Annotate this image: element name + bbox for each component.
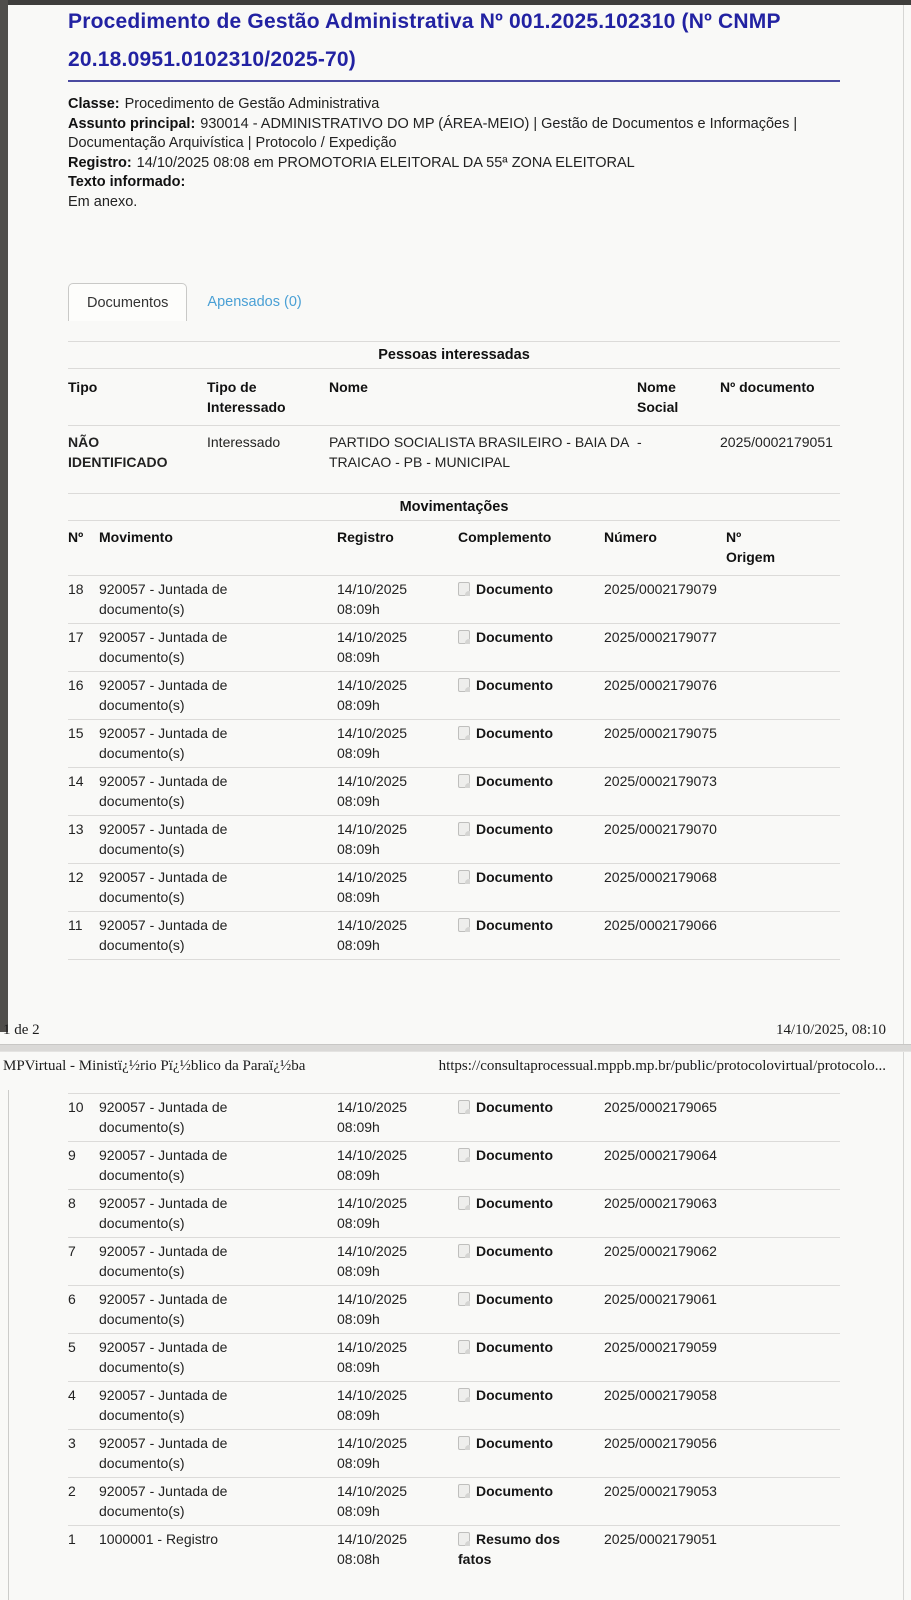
registro-date: 14/10/2025	[337, 1531, 408, 1547]
registro-time: 08:09h	[337, 1455, 380, 1471]
cell-numero: 2025/0002179077	[604, 629, 717, 645]
cell-complemento	[458, 1289, 604, 1329]
table-row	[68, 1238, 840, 1286]
table-row	[68, 672, 840, 720]
page-number: 1 de 2	[3, 1022, 40, 1038]
complemento-link[interactable]: Documento	[476, 1291, 553, 1307]
cell-registro	[337, 1433, 458, 1473]
metadata-label: Texto informado:	[68, 174, 186, 190]
cell-complemento	[458, 867, 604, 907]
print-doc-title: MPVirtual - Ministï¿½rio Pï¿½blico da Paraï¿½ba	[3, 1058, 306, 1074]
registro-date: 14/10/2025	[337, 1099, 408, 1115]
pessoas-rows	[68, 426, 840, 478]
document-icon	[458, 870, 470, 884]
table-row	[68, 1142, 840, 1190]
document-icon	[458, 1196, 470, 1210]
cell-nome: PARTIDO SOCIALISTA BRASILEIRO - BAIA DA TRAICAO - PB - MUNICIPAL	[329, 434, 629, 470]
table-row	[68, 768, 840, 816]
page-title: Procedimento de Gestão Administrativa Nº 001.2025.102310 (Nº CNMP 20.18.0951.0102310/2025-70)	[68, 10, 781, 71]
table-row	[68, 1526, 840, 1573]
cell-numero: 2025/0002179062	[604, 1243, 717, 1259]
table-row	[68, 624, 840, 672]
pessoas-section-title: Pessoas interessadas	[378, 347, 530, 363]
registro-time: 08:09h	[337, 1359, 380, 1375]
complemento-link[interactable]: Documento	[476, 869, 553, 885]
tab-apensados-label: Apensados (0)	[207, 294, 302, 310]
cell-numero: 2025/0002179064	[604, 1147, 717, 1163]
cell-numero: 2025/0002179053	[604, 1483, 717, 1499]
metadata-value: Procedimento de Gestão Administrativa	[124, 96, 380, 112]
registro-time: 08:09h	[337, 697, 380, 713]
document-icon	[458, 630, 470, 644]
document-icon	[458, 1292, 470, 1306]
document-icon	[458, 1388, 470, 1402]
registro-time: 08:09h	[337, 745, 380, 761]
cell-numero: 2025/0002179051	[604, 1531, 717, 1547]
cell-complemento	[458, 771, 604, 811]
complemento-link[interactable]: Documento	[476, 629, 553, 645]
cell-movimento: 920057 - Juntada de documento(s)	[99, 1243, 228, 1279]
print-header-page2	[3, 1058, 886, 1075]
cell-complemento	[458, 915, 604, 955]
registro-time: 08:09h	[337, 1215, 380, 1231]
cell-complemento	[458, 1385, 604, 1425]
cell-num-origem	[726, 1385, 832, 1425]
document-icon	[458, 918, 470, 932]
registro-date: 14/10/2025	[337, 869, 408, 885]
complemento-link[interactable]: Documento	[476, 1339, 553, 1355]
complemento-link[interactable]: Resumo dos fatos	[458, 1531, 561, 1567]
table-row	[68, 864, 840, 912]
document-icon	[458, 1436, 470, 1450]
cell-registro	[337, 723, 458, 763]
metadata-label: Registro:	[68, 154, 132, 171]
registro-date: 14/10/2025	[337, 773, 408, 789]
cell-num-origem	[726, 1145, 832, 1185]
cell-numero: 2025/0002179061	[604, 1291, 717, 1307]
col-header-tipo-interessado: Tipo de Interessado	[207, 379, 286, 415]
cell-registro	[337, 915, 458, 955]
cell-complemento	[458, 819, 604, 859]
cell-complemento	[458, 1097, 604, 1137]
complemento-link[interactable]: Documento	[476, 773, 553, 789]
col-header-num-origem: Nº Origem	[726, 529, 776, 565]
cell-num-origem	[726, 1241, 832, 1281]
page-right-edge-line	[903, 5, 904, 1600]
cell-registro	[337, 819, 458, 859]
registro-date: 14/10/2025	[337, 1339, 408, 1355]
process-metadata	[68, 95, 840, 212]
complemento-link[interactable]: Documento	[476, 725, 553, 741]
metadata-value: 930014 - ADMINISTRATIVO DO MP (ÁREA-MEIO) | Gestão de Documentos e Informações | Documentação Arquivística | Protocolo / Expedição	[68, 115, 798, 151]
metadata-line	[68, 95, 840, 115]
tab-documentos[interactable]	[68, 283, 187, 321]
document-icon	[458, 678, 470, 692]
registro-time: 08:09h	[337, 649, 380, 665]
cell-num: 8	[68, 1195, 76, 1211]
registro-date: 14/10/2025	[337, 1147, 408, 1163]
cell-movimento: 1000001 - Registro	[99, 1531, 219, 1547]
cell-registro	[337, 1193, 458, 1233]
complemento-link[interactable]: Documento	[476, 1387, 553, 1403]
photo-left-edge	[0, 0, 8, 1032]
cell-tipo-interessado: Interessado	[207, 434, 281, 450]
cell-num-origem	[726, 1097, 832, 1137]
print-url: https://consultaprocessual.mppb.mp.br/public/protocolovirtual/protocolo...	[438, 1058, 886, 1074]
cell-numero: 2025/0002179070	[604, 821, 717, 837]
cell-numero: 2025/0002179073	[604, 773, 717, 789]
document-icon	[458, 1100, 470, 1114]
cell-registro	[337, 627, 458, 667]
tab-documentos-label: Documentos	[87, 294, 169, 311]
movimentacoes-rows-page1	[68, 576, 840, 960]
col-header-movimento: Movimento	[99, 529, 173, 545]
metadata-line	[68, 173, 840, 193]
document-icon	[458, 726, 470, 740]
cell-movimento: 920057 - Juntada de documento(s)	[99, 1339, 228, 1375]
cell-num-origem	[726, 1193, 832, 1233]
cell-numero: 2025/0002179076	[604, 677, 717, 693]
cell-movimento: 920057 - Juntada de documento(s)	[99, 1435, 228, 1471]
cell-numero: 2025/0002179065	[604, 1099, 717, 1115]
document-icon	[458, 1148, 470, 1162]
col-header-registro: Registro	[337, 529, 394, 545]
document-icon	[458, 1244, 470, 1258]
registro-date: 14/10/2025	[337, 917, 408, 933]
document-icon	[458, 774, 470, 788]
cell-num: 17	[68, 629, 84, 645]
col-header-nome-social: Nome Social	[637, 379, 679, 415]
cell-num: 2	[68, 1483, 76, 1499]
registro-time: 08:09h	[337, 601, 380, 617]
cell-complemento	[458, 1193, 604, 1233]
cell-num: 14	[68, 773, 84, 789]
col-header-complemento: Complemento	[458, 529, 552, 545]
cell-num: 7	[68, 1243, 76, 1259]
table-row	[68, 816, 840, 864]
complemento-link[interactable]: Documento	[476, 1099, 553, 1115]
cell-num-origem	[726, 627, 832, 667]
registro-date: 14/10/2025	[337, 725, 408, 741]
registro-date: 14/10/2025	[337, 677, 408, 693]
cell-movimento: 920057 - Juntada de documento(s)	[99, 725, 228, 761]
registro-time: 08:09h	[337, 937, 380, 953]
cell-registro	[337, 1289, 458, 1329]
registro-time: 08:09h	[337, 889, 380, 905]
cell-num-origem	[726, 1337, 832, 1377]
cell-num: 10	[68, 1099, 84, 1115]
cell-num-origem	[726, 1529, 832, 1569]
cell-registro	[337, 867, 458, 907]
cell-complemento	[458, 1337, 604, 1377]
document-icon	[458, 1532, 470, 1546]
cell-movimento: 920057 - Juntada de documento(s)	[99, 1483, 228, 1519]
col-header-num-documento: Nº documento	[720, 379, 815, 395]
complemento-link[interactable]: Documento	[476, 677, 553, 693]
col-header-numero: Número	[604, 529, 657, 545]
cell-movimento: 920057 - Juntada de documento(s)	[99, 917, 228, 953]
cell-numero: 2025/0002179063	[604, 1195, 717, 1211]
cell-num-origem	[726, 1481, 832, 1521]
document-icon	[458, 582, 470, 596]
cell-numero: 2025/0002179068	[604, 869, 717, 885]
col-header-num: Nº	[68, 529, 84, 545]
metadata-line	[68, 154, 840, 174]
registro-time: 08:09h	[337, 1407, 380, 1423]
registro-time: 08:09h	[337, 1263, 380, 1279]
table-row	[68, 1094, 840, 1142]
complemento-link[interactable]: Documento	[476, 1243, 553, 1259]
page-break-separator	[0, 1044, 911, 1052]
title-divider	[68, 80, 840, 82]
cell-numero: 2025/0002179079	[604, 581, 717, 597]
print-footer-page1	[3, 1022, 886, 1039]
cell-movimento: 920057 - Juntada de documento(s)	[99, 869, 228, 905]
metadata-label: Classe:	[68, 96, 120, 112]
cell-complemento	[458, 1481, 604, 1521]
cell-num: 15	[68, 725, 84, 741]
cell-num: 13	[68, 821, 84, 837]
cell-complemento	[458, 1529, 604, 1569]
cell-movimento: 920057 - Juntada de documento(s)	[99, 1099, 228, 1135]
movimentacoes-section-title: Movimentações	[399, 499, 509, 515]
complemento-link[interactable]: Documento	[476, 581, 553, 597]
cell-num: 12	[68, 869, 84, 885]
cell-num-origem	[726, 771, 832, 811]
movimentacoes-rows-page2	[68, 1094, 840, 1573]
cell-movimento: 920057 - Juntada de documento(s)	[99, 821, 228, 857]
cell-complemento	[458, 1433, 604, 1473]
cell-registro	[337, 1385, 458, 1425]
cell-complemento	[458, 1145, 604, 1185]
cell-registro	[337, 675, 458, 715]
cell-registro	[337, 1097, 458, 1137]
cell-numero: 2025/0002179066	[604, 917, 717, 933]
cell-movimento: 920057 - Juntada de documento(s)	[99, 1147, 228, 1183]
cell-num-origem	[726, 723, 832, 763]
complemento-link[interactable]: Documento	[476, 821, 553, 837]
cell-num: 5	[68, 1339, 76, 1355]
print-timestamp: 14/10/2025, 08:10	[775, 1022, 886, 1038]
registro-date: 14/10/2025	[337, 1387, 408, 1403]
cell-numero: 2025/0002179056	[604, 1435, 717, 1451]
cell-movimento: 920057 - Juntada de documento(s)	[99, 1291, 228, 1327]
table-row	[68, 1478, 840, 1526]
complemento-link[interactable]: Documento	[476, 1435, 553, 1451]
cell-num: 4	[68, 1387, 76, 1403]
tab-bar	[68, 283, 840, 321]
cell-movimento: 920057 - Juntada de documento(s)	[99, 581, 228, 617]
cell-num-origem	[726, 915, 832, 955]
registro-time: 08:08h	[337, 1551, 380, 1567]
movimentacoes-header-row	[68, 521, 840, 575]
cell-registro	[337, 579, 458, 619]
cell-registro	[337, 1145, 458, 1185]
complemento-link[interactable]: Documento	[476, 917, 553, 933]
metadata-value: 14/10/2025 08:08 em PROMOTORIA ELEITORAL DA 55ª ZONA ELEITORAL	[136, 154, 635, 171]
registro-date: 14/10/2025	[337, 1195, 408, 1211]
cell-num-origem	[726, 675, 832, 715]
cell-registro	[337, 1481, 458, 1521]
cell-registro	[337, 1241, 458, 1281]
registro-time: 08:09h	[337, 793, 380, 809]
table-row	[68, 426, 840, 478]
metadata-line	[68, 115, 840, 154]
table-row	[68, 1430, 840, 1478]
cell-movimento: 920057 - Juntada de documento(s)	[99, 1387, 228, 1423]
cell-movimento: 920057 - Juntada de documento(s)	[99, 629, 228, 665]
page-2	[68, 1093, 840, 1573]
pessoas-interessadas-table	[68, 341, 840, 478]
cell-numero: 2025/0002179059	[604, 1339, 717, 1355]
page-1	[68, 0, 840, 960]
complemento-link[interactable]: Documento	[476, 1147, 553, 1163]
page2-left-edge-line	[8, 1090, 9, 1600]
cell-num: 1	[68, 1531, 76, 1547]
cell-num: 11	[68, 917, 83, 933]
cell-registro	[337, 771, 458, 811]
cell-nome-social: -	[637, 434, 642, 450]
registro-time: 08:09h	[337, 1119, 380, 1135]
cell-movimento: 920057 - Juntada de documento(s)	[99, 677, 228, 713]
complemento-link[interactable]: Documento	[476, 1483, 553, 1499]
registro-date: 14/10/2025	[337, 1483, 408, 1499]
metadata-value: Em anexo.	[68, 193, 138, 210]
cell-num-origem	[726, 1289, 832, 1329]
table-row	[68, 1190, 840, 1238]
table-row	[68, 1286, 840, 1334]
cell-complemento	[458, 675, 604, 715]
movimentacoes-table	[68, 493, 840, 960]
cell-num-documento: 2025/0002179051	[720, 434, 833, 450]
cell-tipo: NÃO IDENTIFICADO	[68, 434, 168, 470]
metadata-label: Assunto principal:	[68, 115, 196, 132]
col-header-tipo: Tipo	[68, 379, 98, 395]
cell-num: 3	[68, 1435, 76, 1451]
registro-date: 14/10/2025	[337, 821, 408, 837]
document-icon	[458, 1340, 470, 1354]
cell-num: 18	[68, 581, 84, 597]
registro-date: 14/10/2025	[337, 581, 408, 597]
pessoas-header-row	[68, 369, 840, 425]
table-row	[68, 1334, 840, 1382]
cell-num: 6	[68, 1291, 76, 1307]
registro-date: 14/10/2025	[337, 1435, 408, 1451]
cell-num: 9	[68, 1147, 76, 1163]
cell-movimento: 920057 - Juntada de documento(s)	[99, 773, 228, 809]
cell-movimento: 920057 - Juntada de documento(s)	[99, 1195, 228, 1231]
cell-num-origem	[726, 867, 832, 907]
cell-registro	[337, 1337, 458, 1377]
cell-complemento	[458, 579, 604, 619]
cell-numero: 2025/0002179058	[604, 1387, 717, 1403]
registro-time: 08:09h	[337, 1311, 380, 1327]
cell-num: 16	[68, 677, 84, 693]
cell-num-origem	[726, 579, 832, 619]
table-row	[68, 720, 840, 768]
complemento-link[interactable]: Documento	[476, 1195, 553, 1211]
cell-registro	[337, 1529, 458, 1569]
table-row	[68, 1382, 840, 1430]
document-icon	[458, 822, 470, 836]
registro-time: 08:09h	[337, 1503, 380, 1519]
metadata-line	[68, 193, 840, 213]
table-row	[68, 576, 840, 624]
col-header-nome: Nome	[329, 379, 368, 395]
registro-time: 08:09h	[337, 841, 380, 857]
cell-complemento	[458, 723, 604, 763]
table-row	[68, 912, 840, 960]
cell-complemento	[458, 627, 604, 667]
tab-apensados[interactable]	[187, 283, 321, 321]
cell-numero: 2025/0002179075	[604, 725, 717, 741]
cell-num-origem	[726, 819, 832, 859]
registro-date: 14/10/2025	[337, 1243, 408, 1259]
cell-complemento	[458, 1241, 604, 1281]
document-icon	[458, 1484, 470, 1498]
registro-date: 14/10/2025	[337, 1291, 408, 1307]
registro-time: 08:09h	[337, 1167, 380, 1183]
registro-date: 14/10/2025	[337, 629, 408, 645]
cell-num-origem	[726, 1433, 832, 1473]
